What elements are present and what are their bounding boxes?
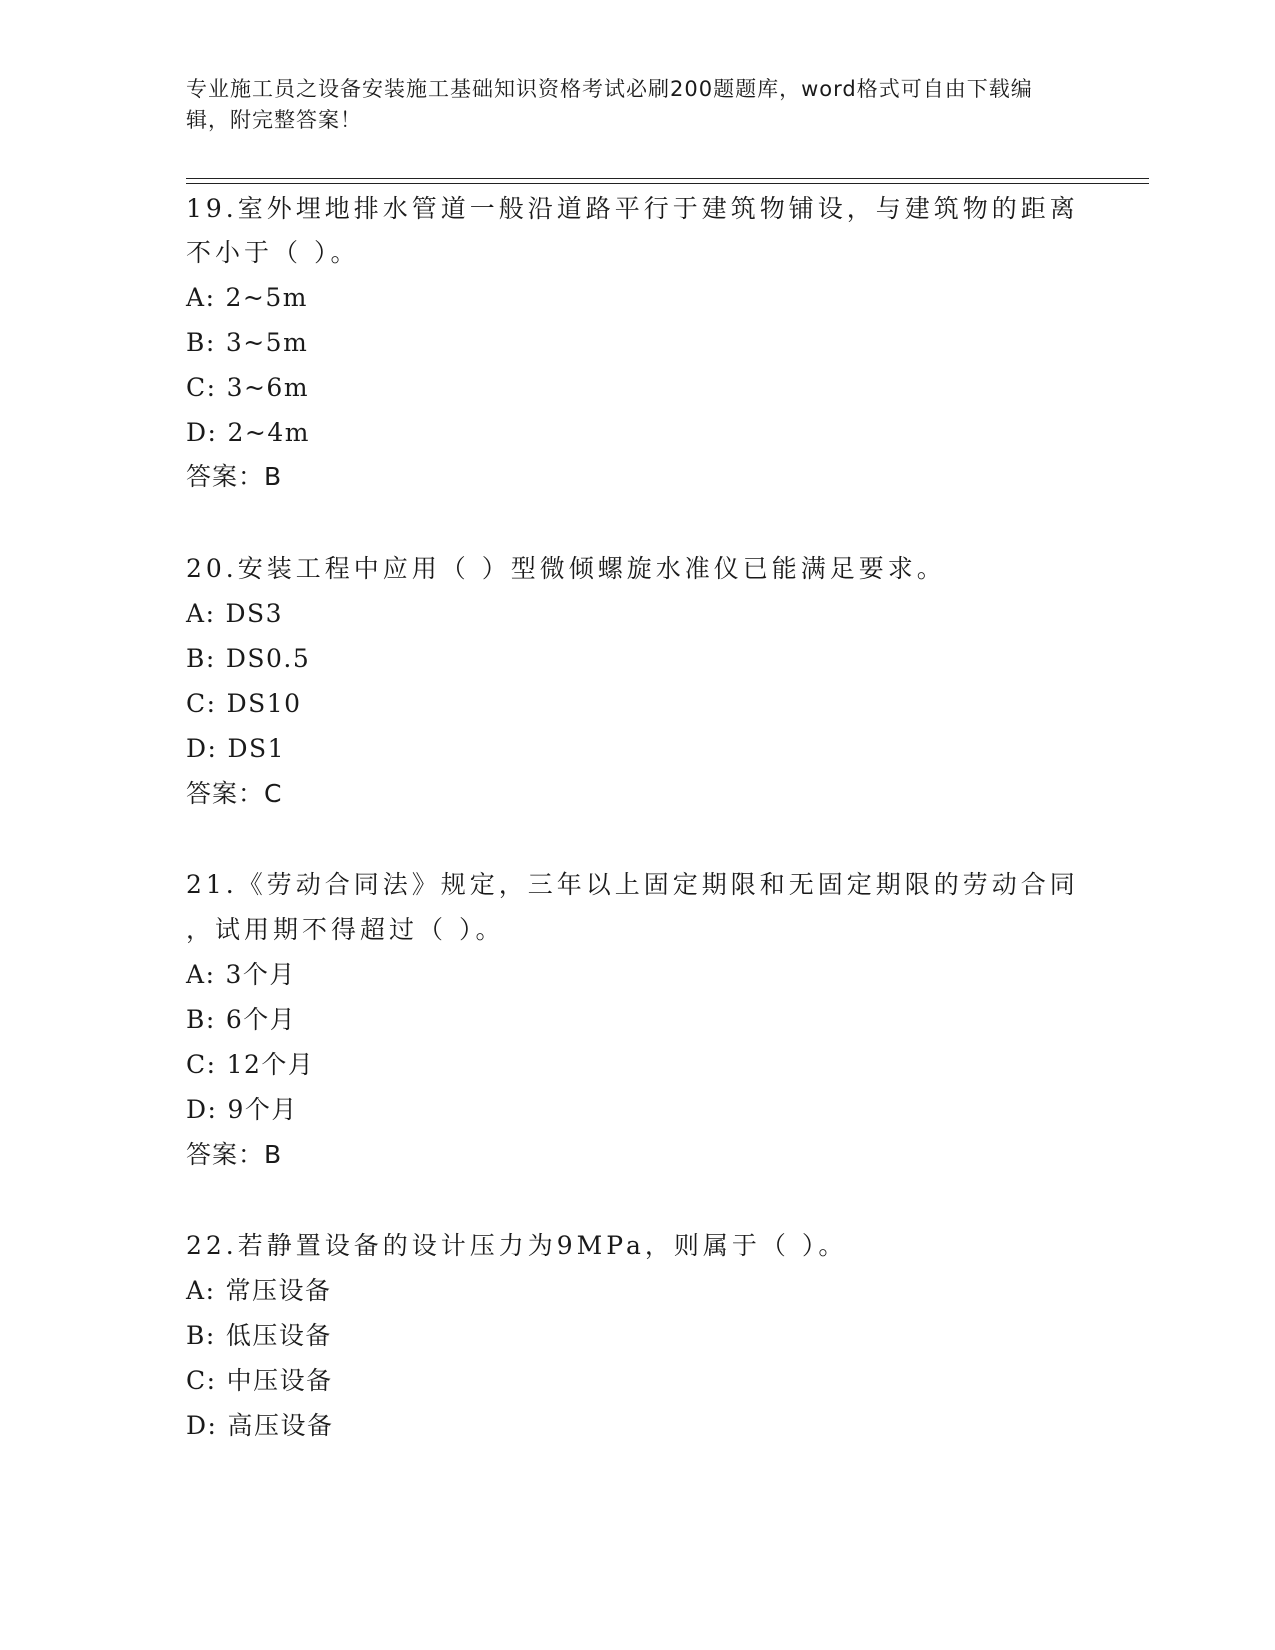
- header-divider-bottom: [186, 183, 1149, 184]
- option-text: 2~4m: [227, 418, 310, 447]
- question-20-answer: 答案：C: [186, 779, 283, 808]
- option-letter: A: [186, 283, 206, 312]
- option-letter: C: [186, 1366, 207, 1395]
- question-19-option-d: D: 2~4m: [186, 418, 310, 447]
- option-letter: B: [186, 1321, 206, 1350]
- question-20-option-b: B: DS0.5: [186, 644, 311, 673]
- option-text: 低压设备: [225, 1321, 332, 1350]
- question-22-option-a: A: 常压设备: [186, 1276, 332, 1305]
- option-text: DS10: [226, 689, 302, 718]
- option-text: DS0.5: [225, 644, 311, 673]
- question-21-option-a: A: 3个月: [186, 960, 296, 989]
- option-text: 3~6m: [226, 373, 310, 402]
- option-letter: C: [186, 373, 207, 402]
- question-22-option-d: D: 高压设备: [186, 1411, 334, 1440]
- question-21-stem-line1: 21.《劳动合同法》规定，三年以上固定期限和无固定期限的劳动合同: [186, 870, 1079, 899]
- option-text: 2~5m: [225, 283, 308, 312]
- question-20-option-d: D: DS1: [186, 734, 286, 763]
- option-letter: D: [186, 1411, 208, 1440]
- option-text: 6个月: [225, 1005, 297, 1034]
- option-text: 中压设备: [226, 1366, 333, 1395]
- option-letter: D: [186, 1095, 208, 1124]
- question-20-stem-line1: 20.安装工程中应用（ ）型微倾螺旋水准仪已能满足要求。: [186, 554, 946, 583]
- option-text: 3~5m: [225, 328, 309, 357]
- question-19-option-b: B: 3~5m: [186, 328, 309, 357]
- option-text: DS3: [225, 599, 284, 628]
- option-text: 常压设备: [225, 1276, 332, 1305]
- option-letter: A: [186, 599, 206, 628]
- option-text: 3个月: [225, 960, 296, 989]
- option-text: 9个月: [227, 1095, 298, 1124]
- option-letter: B: [186, 1005, 206, 1034]
- question-21-stem-line2: ，试用期不得超过（ ）。: [186, 915, 505, 944]
- option-letter: D: [186, 734, 208, 763]
- header-divider-top: [186, 178, 1149, 179]
- question-21-option-d: D: 9个月: [186, 1095, 298, 1124]
- question-19-stem-line1: 19.室外埋地排水管道一般沿道路平行于建筑物铺设，与建筑物的距离: [186, 194, 1079, 223]
- question-20-option-c: C: DS10: [186, 689, 302, 718]
- question-19-answer: 答案：B: [186, 462, 283, 491]
- document-header: 专业施工员之设备安装施工基础知识资格考试必刷200题题库，word格式可自由下载编辑，附完整答案！: [186, 77, 1033, 132]
- option-letter: A: [186, 960, 206, 989]
- option-letter: C: [186, 689, 207, 718]
- question-22-stem-line1: 22.若静置设备的设计压力为9MPa，则属于（ ）。: [186, 1231, 848, 1260]
- option-text: 12个月: [226, 1050, 315, 1079]
- option-letter: C: [186, 1050, 207, 1079]
- option-letter: D: [186, 418, 208, 447]
- option-text: DS1: [227, 734, 286, 763]
- option-letter: B: [186, 328, 206, 357]
- question-19-stem-line2: 不小于（ ）。: [186, 238, 360, 267]
- question-19-option-c: C: 3~6m: [186, 373, 310, 402]
- question-20-option-a: A: DS3: [186, 599, 284, 628]
- question-19-option-a: A: 2~5m: [186, 283, 308, 312]
- option-letter: A: [186, 1276, 206, 1305]
- option-letter: B: [186, 644, 206, 673]
- option-text: 高压设备: [227, 1411, 334, 1440]
- question-21-option-c: C: 12个月: [186, 1050, 315, 1079]
- question-21-answer: 答案：B: [186, 1140, 283, 1169]
- question-21-option-b: B: 6个月: [186, 1005, 297, 1034]
- question-22-option-c: C: 中压设备: [186, 1366, 333, 1395]
- question-22-option-b: B: 低压设备: [186, 1321, 332, 1350]
